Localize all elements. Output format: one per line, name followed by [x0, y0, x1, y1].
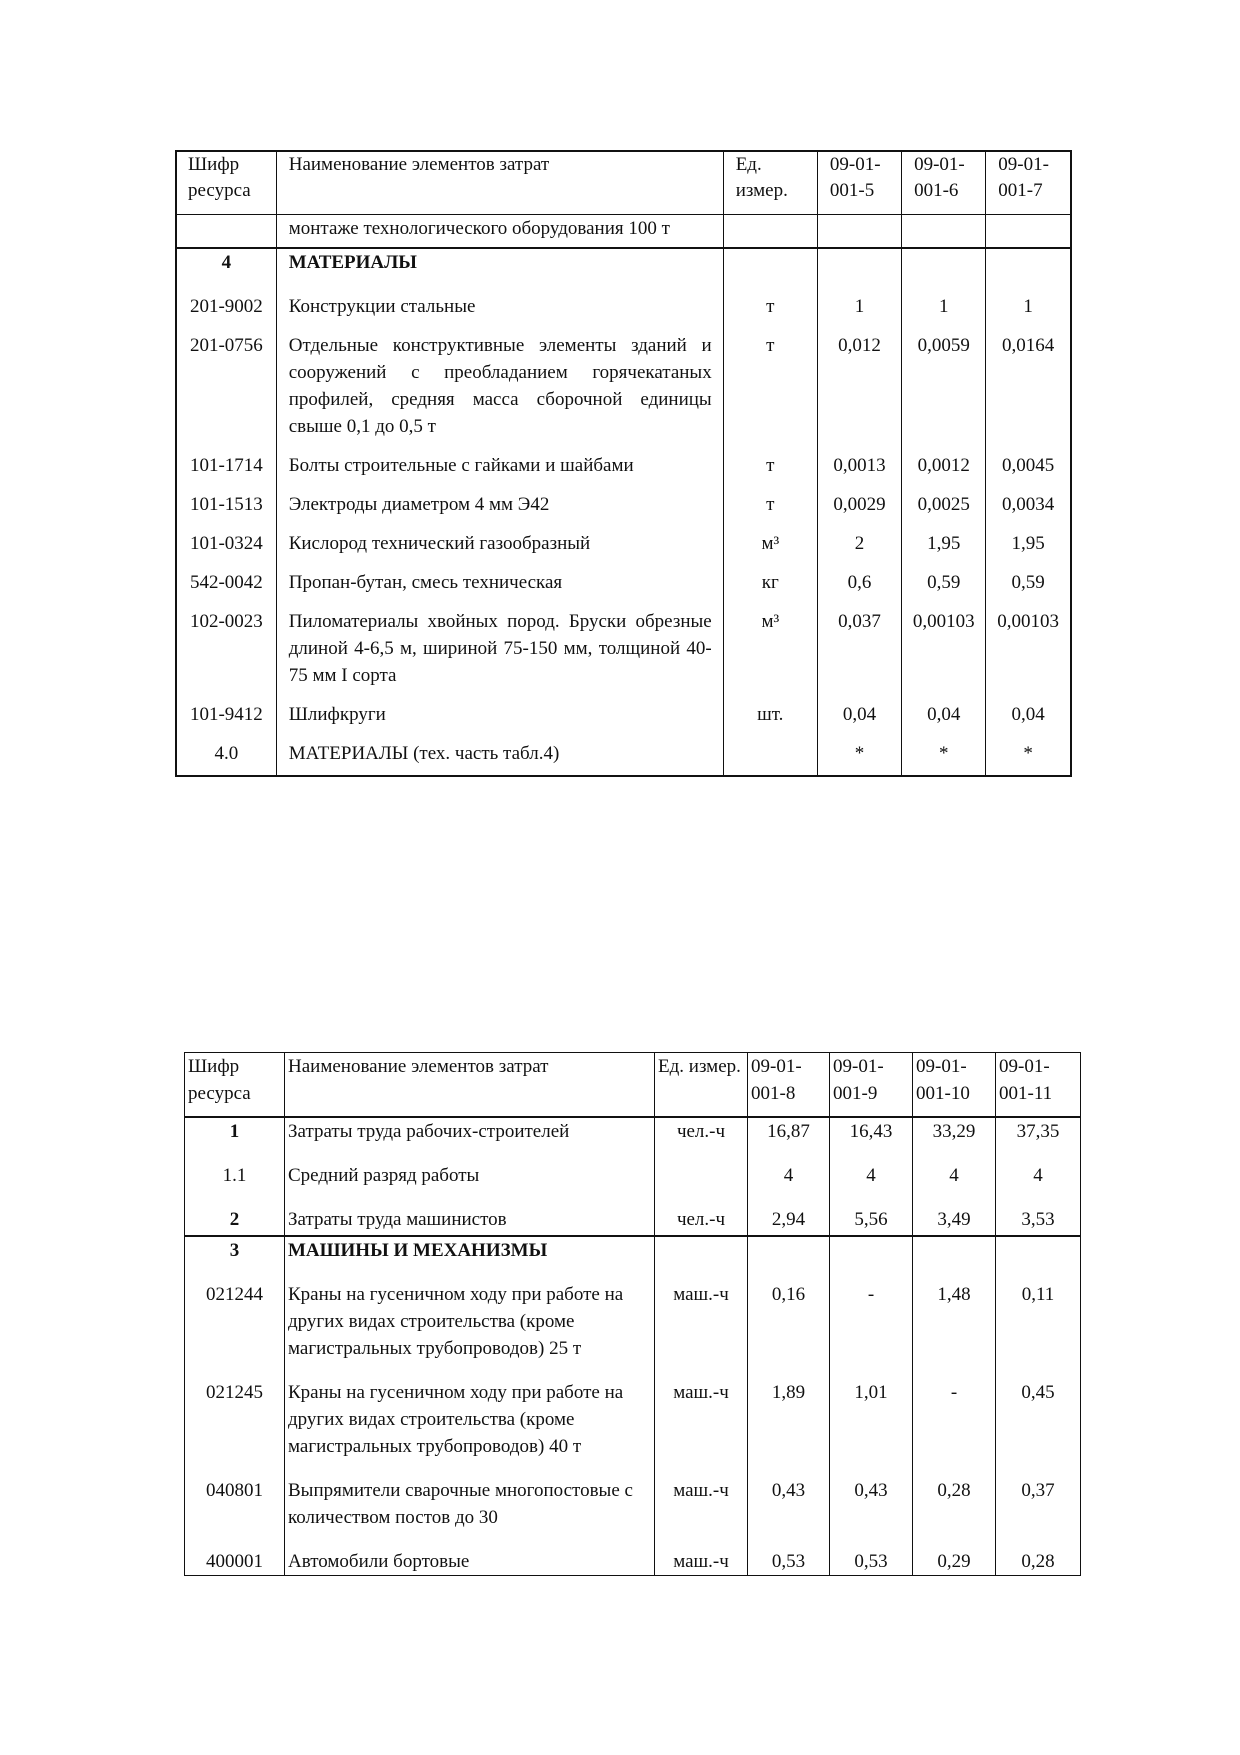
value-col-3: * — [986, 736, 1071, 776]
value-col-2: 0,00103 — [902, 604, 986, 697]
machine-name: Краны на гусеничном ходу при работе на других видах строительства (кроме магистральных трубопроводов) 25 т — [285, 1281, 655, 1379]
value-col-2: 1 — [902, 289, 986, 328]
header-norm-col-4: 09-01-001-11 — [996, 1053, 1081, 1118]
value-col-2: 1,01 — [830, 1379, 913, 1477]
resource-code: 101-1513 — [176, 487, 276, 526]
unit: м³ — [723, 526, 817, 565]
header-norm-col-2: 09-01-001-6 — [902, 151, 986, 215]
value-col-3: 0,28 — [913, 1477, 996, 1548]
value-col-4: 3,53 — [996, 1206, 1081, 1236]
unit: т — [723, 328, 817, 448]
table-row — [176, 448, 1071, 487]
unit: маш.-ч — [655, 1548, 748, 1576]
table-row — [185, 1281, 1081, 1379]
value-col-4: 37,35 — [996, 1117, 1081, 1162]
value-col-4: 0,37 — [996, 1477, 1081, 1548]
continuation-text: монтаже технологического оборудования 100 т — [276, 215, 723, 249]
table-row — [185, 1379, 1081, 1477]
value-col-3: 1,95 — [986, 526, 1071, 565]
resource-name: Кислород технический газообразный — [276, 526, 723, 565]
resource-code: 101-0324 — [176, 526, 276, 565]
table-header-row — [185, 1053, 1081, 1118]
resource-code: 101-9412 — [176, 697, 276, 736]
value-col-1: 1,89 — [748, 1379, 830, 1477]
value-col-3: 1,48 — [913, 1281, 996, 1379]
unit — [655, 1162, 748, 1206]
table-row — [176, 289, 1071, 328]
value-col-2: 16,43 — [830, 1117, 913, 1162]
resource-name: Затраты труда рабочих-строителей — [285, 1117, 655, 1162]
header-norm-col-2: 09-01-001-9 — [830, 1053, 913, 1118]
value-col-2: 0,0012 — [902, 448, 986, 487]
table-row — [185, 1206, 1081, 1236]
resource-name: Пропан-бутан, смесь техническая — [276, 565, 723, 604]
value-col-1: 0,16 — [748, 1281, 830, 1379]
value-col-1: 4 — [748, 1162, 830, 1206]
value-col-3: 0,59 — [986, 565, 1071, 604]
value-col-1: 0,037 — [817, 604, 901, 697]
value-col-2: 0,04 — [902, 697, 986, 736]
header-norm-col-1: 09-01-001-8 — [748, 1053, 830, 1118]
value-col-2: 0,59 — [902, 565, 986, 604]
unit: т — [723, 448, 817, 487]
value-col-3: - — [913, 1379, 996, 1477]
table-row — [185, 1162, 1081, 1206]
value-col-1: 0,012 — [817, 328, 901, 448]
value-col-2: 5,56 — [830, 1206, 913, 1236]
continuation-code-cell — [176, 215, 276, 249]
resource-name: Шлифкруги — [276, 697, 723, 736]
value-col-1: 16,87 — [748, 1117, 830, 1162]
unit: чел.-ч — [655, 1206, 748, 1236]
machine-code: 040801 — [185, 1477, 285, 1548]
value-col-4: 0,11 — [996, 1281, 1081, 1379]
unit: т — [723, 289, 817, 328]
value-col-3: 0,0164 — [986, 328, 1071, 448]
resource-code: 201-0756 — [176, 328, 276, 448]
value-col-3: 4 — [913, 1162, 996, 1206]
section-title: МАШИНЫ И МЕХАНИЗМЫ — [285, 1236, 655, 1281]
resource-name: Отдельные конструктивные элементы зданий и сооружений с преобладанием горячекатаных профилей, средняя масса сборочной единицы свыше 0,1 до 0,5 т — [276, 328, 723, 448]
value-col-3: 0,0045 — [986, 448, 1071, 487]
table-row — [176, 736, 1071, 776]
value-col-2: - — [830, 1281, 913, 1379]
resource-name: Болты строительные с гайками и шайбами — [276, 448, 723, 487]
section-title: МАТЕРИАЛЫ — [276, 248, 723, 289]
table-row — [185, 1117, 1081, 1162]
value-col-1: 0,0029 — [817, 487, 901, 526]
resource-code: 1.1 — [185, 1162, 285, 1206]
unit: чел.-ч — [655, 1117, 748, 1162]
table-row — [176, 697, 1071, 736]
value-col-1: * — [817, 736, 901, 776]
unit: маш.-ч — [655, 1379, 748, 1477]
table-row — [176, 565, 1071, 604]
machine-code: 400001 — [185, 1548, 285, 1576]
resource-code: 2 — [185, 1206, 285, 1236]
value-col-2: 4 — [830, 1162, 913, 1206]
resource-code: 102-0023 — [176, 604, 276, 697]
resource-code: 101-1714 — [176, 448, 276, 487]
value-col-3: 3,49 — [913, 1206, 996, 1236]
value-col-1: 2 — [817, 526, 901, 565]
header-unit: Ед. измер. — [655, 1053, 748, 1118]
header-resource-code: Шифр ресурса — [185, 1053, 285, 1118]
value-col-3: 0,04 — [986, 697, 1071, 736]
value-col-4: 0,45 — [996, 1379, 1081, 1477]
resource-name: Средний разряд работы — [285, 1162, 655, 1206]
unit: маш.-ч — [655, 1477, 748, 1548]
machine-code: 021244 — [185, 1281, 285, 1379]
value-col-1: 1 — [817, 289, 901, 328]
value-col-1: 0,04 — [817, 697, 901, 736]
value-col-4: 4 — [996, 1162, 1081, 1206]
header-unit: Ед. измер. — [723, 151, 817, 215]
materials-table — [175, 150, 1072, 777]
value-col-1: 0,43 — [748, 1477, 830, 1548]
resource-name: Пиломатериалы хвойных пород. Бруски обрезные длиной 4-6,5 м, шириной 75-150 мм, толщиной 40-75 мм I сорта — [276, 604, 723, 697]
labor-machines-table — [184, 1052, 1081, 1576]
value-col-2: * — [902, 736, 986, 776]
value-col-3: 0,29 — [913, 1548, 996, 1576]
unit: маш.-ч — [655, 1281, 748, 1379]
unit: т — [723, 487, 817, 526]
value-col-3: 1 — [986, 289, 1071, 328]
header-cost-element-name: Наименование элементов затрат — [276, 151, 723, 215]
resource-code: 542-0042 — [176, 565, 276, 604]
table-row — [176, 487, 1071, 526]
unit: шт. — [723, 697, 817, 736]
value-col-3: 33,29 — [913, 1117, 996, 1162]
value-col-3: 0,0034 — [986, 487, 1071, 526]
header-resource-code: Шифр ресурса — [176, 151, 276, 215]
value-col-1: 0,53 — [748, 1548, 830, 1576]
table-row — [185, 1477, 1081, 1548]
value-col-1: 0,6 — [817, 565, 901, 604]
unit: м³ — [723, 604, 817, 697]
section-row — [176, 248, 1071, 289]
resource-name: Конструкции стальные — [276, 289, 723, 328]
value-col-3: 0,00103 — [986, 604, 1071, 697]
value-col-2: 1,95 — [902, 526, 986, 565]
unit: кг — [723, 565, 817, 604]
table-row — [185, 1548, 1081, 1576]
value-col-1: 0,0013 — [817, 448, 901, 487]
section-code: 4 — [176, 248, 276, 289]
header-norm-col-3: 09-01-001-10 — [913, 1053, 996, 1118]
value-col-2: 0,0025 — [902, 487, 986, 526]
header-norm-col-3: 09-01-001-7 — [986, 151, 1071, 215]
machine-code: 021245 — [185, 1379, 285, 1477]
machine-name: Краны на гусеничном ходу при работе на других видах строительства (кроме магистральных трубопроводов) 40 т — [285, 1379, 655, 1477]
resource-code: 1 — [185, 1117, 285, 1162]
unit — [723, 736, 817, 776]
header-norm-col-1: 09-01-001-5 — [817, 151, 901, 215]
machine-name: Выпрямители сварочные многопостовые с количеством постов до 30 — [285, 1477, 655, 1548]
header-cost-element-name: Наименование элементов затрат — [285, 1053, 655, 1118]
value-col-2: 0,53 — [830, 1548, 913, 1576]
section-row — [185, 1236, 1081, 1281]
value-col-4: 0,28 — [996, 1548, 1081, 1576]
resource-code: 4.0 — [176, 736, 276, 776]
section-code: 3 — [185, 1236, 285, 1281]
resource-code: 201-9002 — [176, 289, 276, 328]
machine-name: Автомобили бортовые — [285, 1548, 655, 1576]
resource-name: МАТЕРИАЛЫ (тех. часть табл.4) — [276, 736, 723, 776]
resource-name: Электроды диаметром 4 мм Э42 — [276, 487, 723, 526]
resource-name: Затраты труда машинистов — [285, 1206, 655, 1236]
table-header-row — [176, 151, 1071, 215]
value-col-2: 0,0059 — [902, 328, 986, 448]
table-row — [176, 526, 1071, 565]
value-col-2: 0,43 — [830, 1477, 913, 1548]
table-row — [176, 604, 1071, 697]
value-col-1: 2,94 — [748, 1206, 830, 1236]
continuation-row — [176, 215, 1071, 249]
table-row — [176, 328, 1071, 448]
